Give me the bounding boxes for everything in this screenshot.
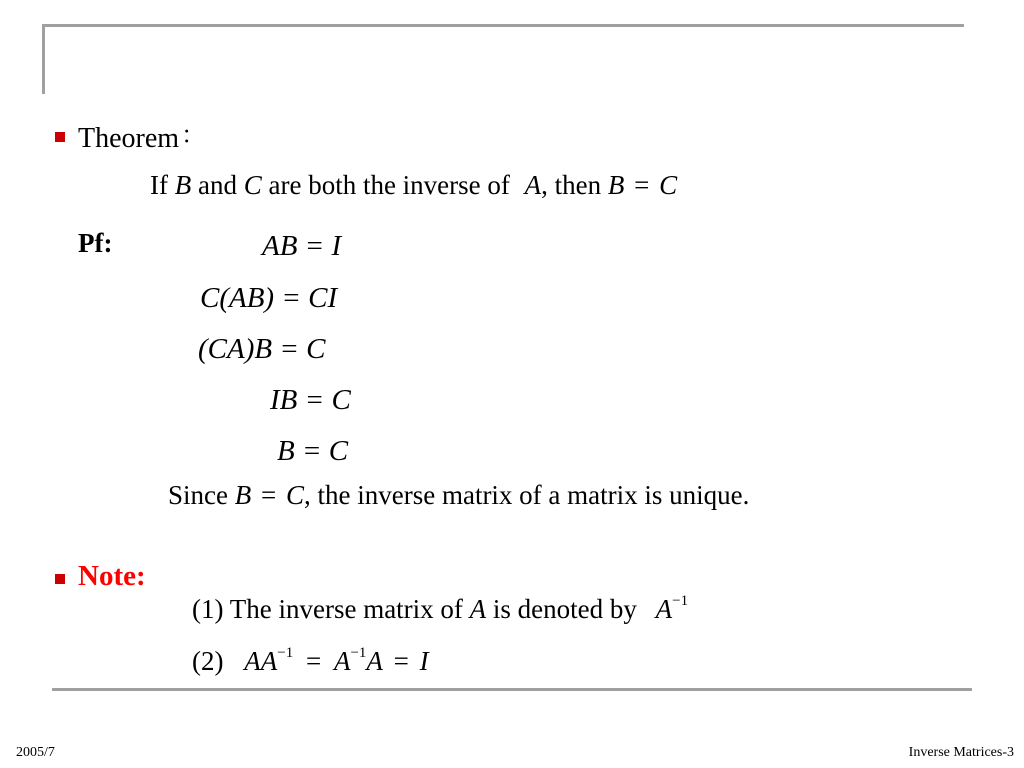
- proof-line-2: C(AB) = CI: [200, 282, 338, 314]
- theorem-heading: Theorem：: [78, 123, 206, 154]
- proof-line-3: (CA)B = C: [198, 333, 326, 365]
- note-item-1: (1) The inverse matrix of A is denoted by $A^{-1}$: [192, 593, 689, 624]
- frame-top-line: [42, 24, 964, 27]
- bullet-square-icon: [55, 132, 65, 142]
- footer-date: 2005/7: [16, 745, 55, 760]
- proof-line-5: B = C: [277, 435, 349, 467]
- frame-left-line: [42, 24, 45, 94]
- note-heading: Note:: [78, 560, 146, 592]
- note-item-2: (2) $AA^{-1} = A^{-1}A = I$: [192, 645, 429, 676]
- bullet-square-icon: [55, 574, 65, 584]
- proof-label: Pf:: [78, 228, 113, 258]
- proof-conclusion: Since B = C, the inverse matrix of a matrix is unique.: [168, 480, 750, 510]
- proof-line-1: AB = I: [262, 230, 342, 262]
- frame-bottom-line: [52, 688, 972, 691]
- proof-line-4: IB = C: [270, 384, 351, 416]
- theorem-statement: If B and C are both the inverse of A, then B = C: [150, 170, 678, 200]
- footer-slide-title: Inverse Matrices-3: [908, 745, 1014, 760]
